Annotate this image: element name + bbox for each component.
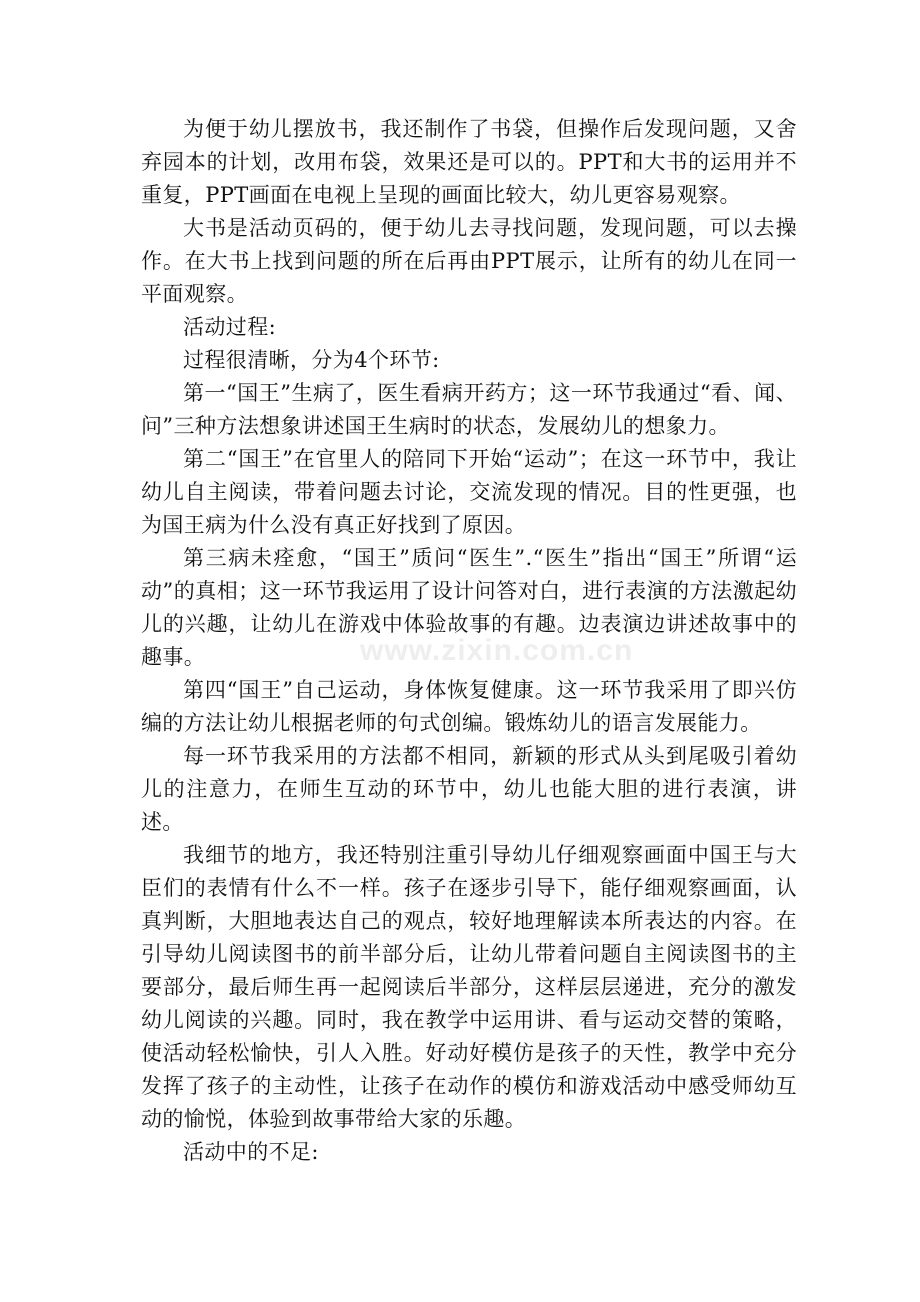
paragraph-5: 第一“国王”生病了，医生看病开药方；这一环节我通过“看、闻、问”三种方法想象讲述国王生病时的状态，发展幼儿的想象力。 (141, 381, 797, 438)
paragraph-11: 活动中的不足: (183, 1140, 319, 1164)
document-body (141, 113, 797, 1169)
paragraph-8: 第四“国王”自己运动，身体恢复健康。这一环节我采用了即兴仿编的方法让幼儿根据老师的句式创编。锻炼幼儿的语言发展能力。 (141, 678, 797, 735)
paragraph-9: 每一环节我采用的方法都不相同，新颖的形式从头到尾吸引着幼儿的注意力，在师生互动的环节中，幼儿也能大胆的进行表演，讲述。 (141, 744, 797, 834)
watermark: www.zixin.com.cn (360, 634, 634, 667)
paragraph-4: 过程很清晰，分为4个环节: (183, 348, 440, 372)
paragraph-7: 第三病未痊愈，“国王”质问“医生”.“医生”指出“国王”所谓“运动”的真相；这一环节我运用了设计问答对白，进行表演的方法激起幼儿的兴趣，让幼儿在游戏中体验故事的有趣。边表演边讲述故事中的趣事。 (141, 546, 797, 669)
paragraph-3: 活动过程: (183, 315, 277, 339)
paragraph-10: 我细节的地方，我还特别注重引导幼儿仔细观察画面中国王与大臣们的表情有什么不一样。孩子在逐步引导下，能仔细观察画面，认真判断，大胆地表达自己的观点，较好地理解读本所表达的内容。在引导幼儿阅读图书的前半部分后，让幼儿带着问题自主阅读图书的主要部分，最后师生再一起阅读后半部分，这样层层递进，充分的激发幼儿阅读的兴趣。同时，我在教学中运用讲、看与运动交替的策略，使活动轻松愉快，引人入胜。好动好模仿是孩子的天性，教学中充分发挥了孩子的主动性，让孩子在动作的模仿和游戏活动中感受师幼互动的愉悦，体验到故事带给大家的乐趣。 (141, 843, 797, 1131)
paragraph-1: 为便于幼儿摆放书，我还制作了书袋，但操作后发现问题，又舍弃园本的计划，改用布袋，效果还是可以的。PPT和大书的运用并不重复，PPT画面在电视上呈现的画面比较大，幼儿更容易观察。 (141, 117, 797, 207)
paragraph-2: 大书是活动页码的，便于幼儿去寻找问题，发现问题，可以去操作。在大书上找到问题的所在后再由PPT展示，让所有的幼儿在同一平面观察。 (141, 216, 797, 306)
paragraph-6: 第二“国王”在官里人的陪同下开始“运动”；在这一环节中，我让幼儿自主阅读，带着问题去讨论，交流发现的情况。目的性更强，也为国王病为什么没有真正好找到了原因。 (141, 447, 797, 537)
